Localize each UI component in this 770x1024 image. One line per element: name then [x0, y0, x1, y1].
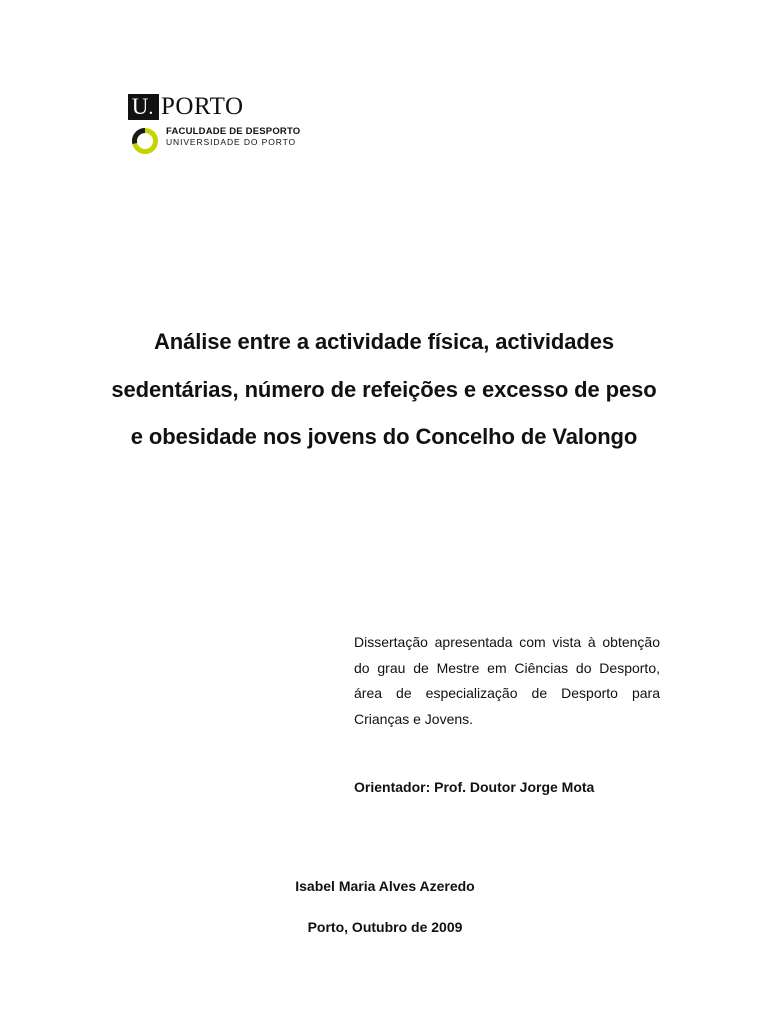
logo-u-box: [128, 94, 159, 120]
advisor-line: Orientador: Prof. Doutor Jorge Mota: [354, 779, 595, 795]
logo-wordmark: [128, 94, 244, 120]
university-name: UNIVERSIDADE DO PORTO: [166, 137, 297, 147]
faculty-name: FACULDADE DE DESPORTO: [166, 126, 301, 137]
dissertation-note: Dissertação apresentada com vista à obtenção do grau de Mestre em Ciências do Desporto, área de especialização de Desporto para Crianças e Jovens.: [354, 634, 660, 727]
logo-u-dot: .: [148, 97, 154, 119]
place-and-date: Porto, Outubro de 2009: [307, 919, 463, 935]
logo-porto-word: PORTO: [161, 93, 244, 120]
logo-u-letter: U: [131, 94, 149, 119]
thesis-title: Análise entre a actividade física, actividades sedentárias, número de refeições e excesso de peso e obesidade nos jovens do Concelho de Valongo: [111, 329, 657, 449]
author-name: Isabel Maria Alves Azeredo: [295, 878, 475, 894]
university-logo: [128, 93, 301, 158]
faculty-ring-icon: [130, 126, 160, 156]
